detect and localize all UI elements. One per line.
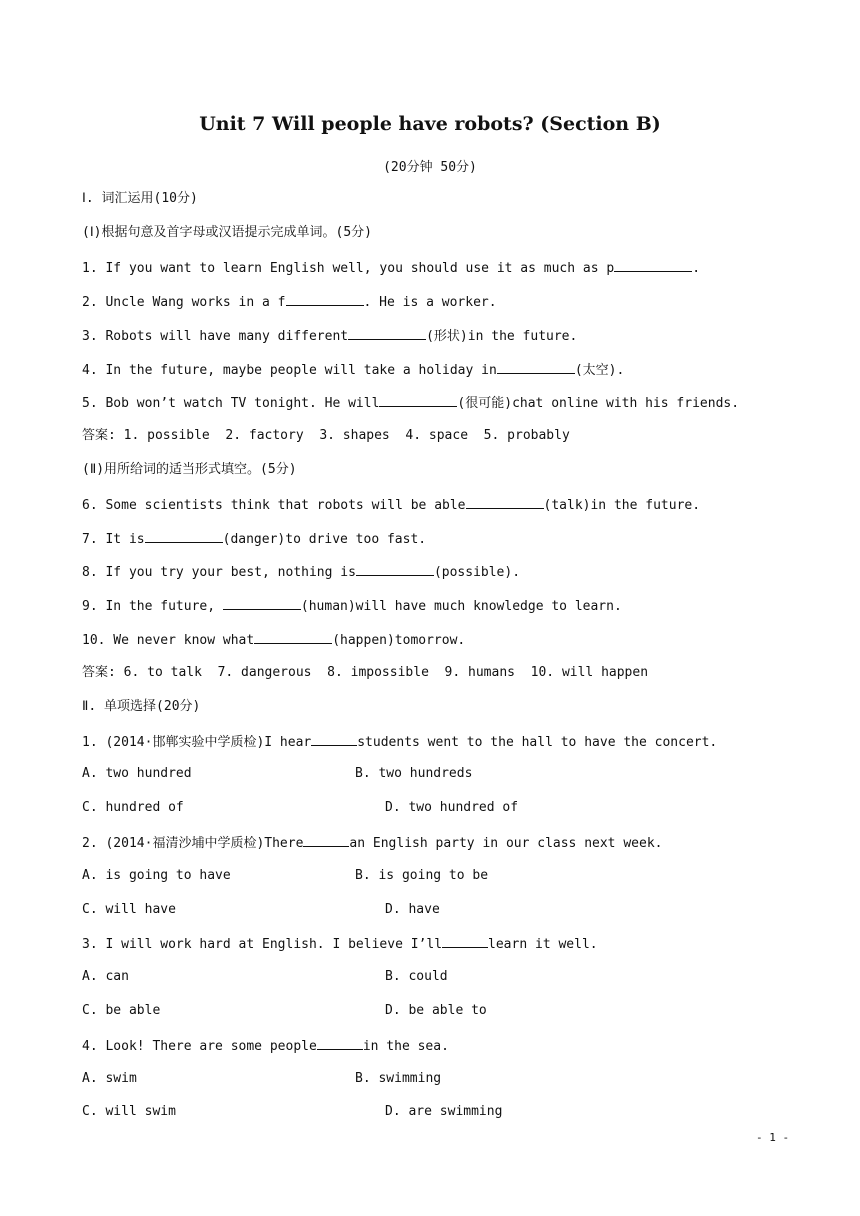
document-subtitle: (20分钟 50分) bbox=[383, 160, 477, 175]
mc-option-3d[interactable]: D. be able to bbox=[385, 1003, 487, 1018]
answer-blank[interactable] bbox=[379, 393, 457, 407]
answer-blank[interactable] bbox=[497, 360, 575, 374]
answer-blank[interactable] bbox=[442, 934, 488, 948]
mc-option-1a[interactable]: A. two hundred bbox=[82, 766, 192, 781]
answer-blank[interactable] bbox=[317, 1036, 363, 1050]
page-number: - 1 - bbox=[756, 1131, 790, 1144]
question-1-3: 3. Robots will have many different (形状)in the future. bbox=[82, 326, 577, 346]
mc-question-2: 2. (2014·福清沙埔中学质检)There an English party in our class next week. bbox=[82, 833, 662, 853]
mc-option-3c[interactable]: C. be able bbox=[82, 1003, 161, 1018]
answer-blank[interactable] bbox=[145, 529, 223, 543]
answer-blank[interactable] bbox=[311, 732, 357, 746]
mc-option-4d[interactable]: D. are swimming bbox=[385, 1104, 503, 1119]
answer-blank[interactable] bbox=[286, 292, 364, 306]
answer-blank[interactable] bbox=[356, 562, 434, 576]
answer-blank[interactable] bbox=[254, 630, 332, 644]
mc-option-3b[interactable]: B. could bbox=[385, 969, 448, 984]
question-1-6: 6. Some scientists think that robots will be able (talk)in the future. bbox=[82, 495, 700, 515]
answer-key-1: 答案: 1. possible 2. factory 3. shapes 4. space 5. probably bbox=[82, 428, 570, 443]
mc-option-2a[interactable]: A. is going to have bbox=[82, 868, 231, 883]
mc-option-1d[interactable]: D. two hundred of bbox=[385, 800, 519, 815]
answer-blank[interactable] bbox=[466, 495, 544, 509]
question-1-7: 7. It is (danger)to drive too fast. bbox=[82, 529, 426, 549]
mc-option-2b[interactable]: B. is going to be bbox=[355, 868, 489, 883]
question-1-2: 2. Uncle Wang works in a f . He is a worker. bbox=[82, 292, 497, 312]
mc-option-1c[interactable]: C. hundred of bbox=[82, 800, 184, 815]
section-2-heading: Ⅱ. 单项选择(20分) bbox=[82, 699, 201, 714]
mc-option-4c[interactable]: C. will swim bbox=[82, 1104, 176, 1119]
mc-option-2d[interactable]: D. have bbox=[385, 902, 440, 917]
answer-blank[interactable] bbox=[348, 326, 426, 340]
mc-question-4: 4. Look! There are some people in the sea. bbox=[82, 1036, 449, 1056]
document-title: Unit 7 Will people have robots? (Section B) bbox=[199, 113, 661, 135]
mc-question-3: 3. I will work hard at English. I believe I’ll learn it well. bbox=[82, 934, 598, 954]
question-1-4: 4. In the future, maybe people will take a holiday in (太空). bbox=[82, 360, 624, 380]
part-2-heading: (Ⅱ)用所给词的适当形式填空。(5分) bbox=[82, 462, 297, 477]
mc-option-1b[interactable]: B. two hundreds bbox=[355, 766, 473, 781]
question-1-10: 10. We never know what (happen)tomorrow. bbox=[82, 630, 465, 650]
answer-blank[interactable] bbox=[614, 258, 692, 272]
mc-option-4a[interactable]: A. swim bbox=[82, 1071, 137, 1086]
mc-option-4b[interactable]: B. swimming bbox=[355, 1071, 442, 1086]
mc-question-1: 1. (2014·邯郸实验中学质检)I hear students went to the hall to have the concert. bbox=[82, 732, 717, 752]
section-1-heading: Ⅰ. 词汇运用(10分) bbox=[82, 191, 198, 206]
answer-blank[interactable] bbox=[303, 833, 349, 847]
question-1-8: 8. If you try your best, nothing is (possible). bbox=[82, 562, 520, 582]
part-1-heading: (Ⅰ)根据句意及首字母或汉语提示完成单词。(5分) bbox=[82, 225, 372, 240]
mc-option-2c[interactable]: C. will have bbox=[82, 902, 176, 917]
answer-key-2: 答案: 6. to talk 7. dangerous 8. impossible 9. humans 10. will happen bbox=[82, 665, 649, 680]
question-1-5: 5. Bob won’t watch TV tonight. He will (很可能)chat online with his friends. bbox=[82, 393, 739, 413]
mc-option-3a[interactable]: A. can bbox=[82, 969, 129, 984]
question-1-9: 9. In the future, (human)will have much knowledge to learn. bbox=[82, 596, 622, 616]
answer-blank[interactable] bbox=[223, 596, 301, 610]
question-1-1: 1. If you want to learn English well, you should use it as much as p . bbox=[82, 258, 700, 278]
